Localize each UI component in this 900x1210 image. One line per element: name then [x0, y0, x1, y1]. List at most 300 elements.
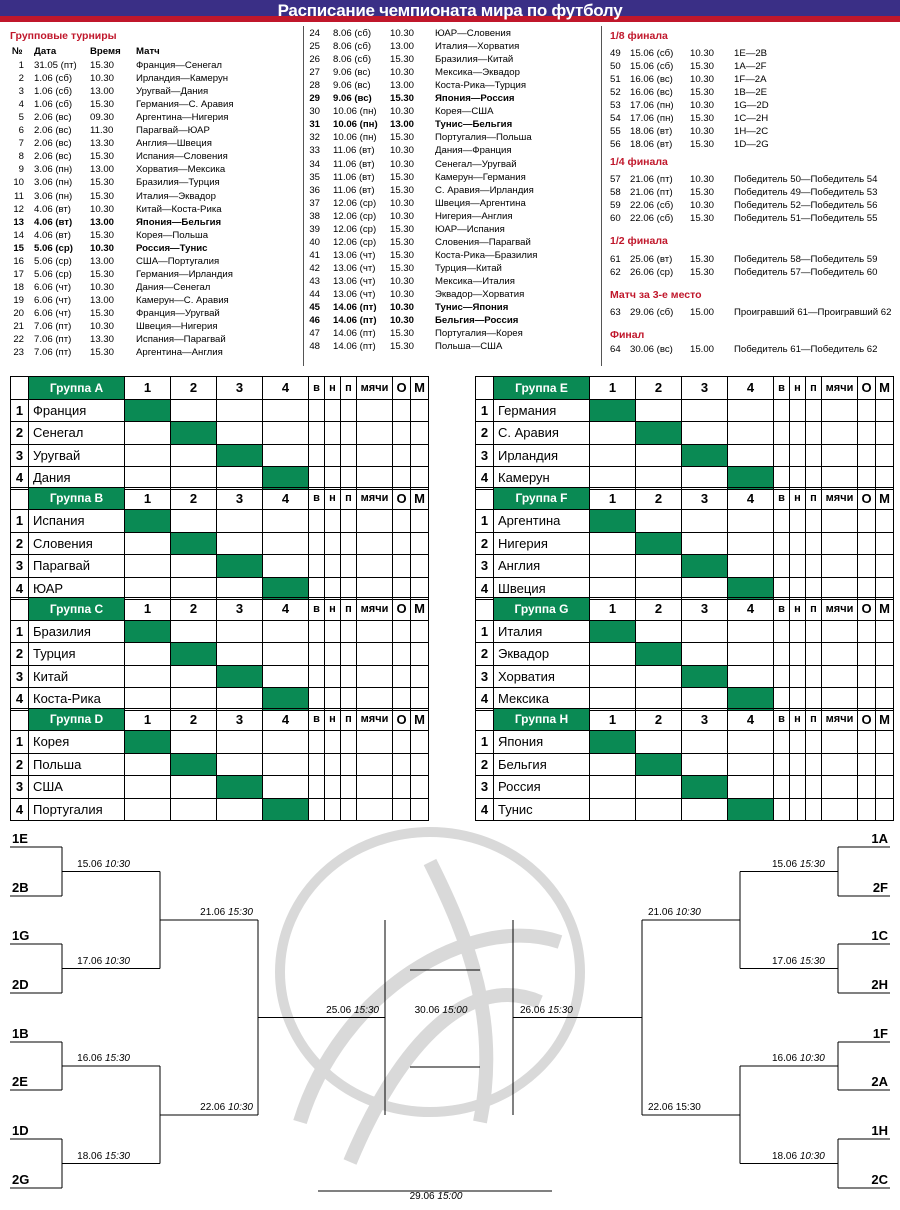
result-cell[interactable] [171, 620, 217, 643]
result-cell[interactable] [171, 776, 217, 799]
result-cell[interactable] [590, 798, 636, 821]
result-cell[interactable] [728, 555, 774, 578]
place-cell[interactable] [876, 665, 894, 688]
place-cell[interactable] [411, 665, 429, 688]
wins-cell[interactable] [309, 643, 325, 666]
goals-cell[interactable] [357, 798, 393, 821]
draws-cell[interactable] [790, 731, 806, 754]
losses-cell[interactable] [341, 776, 357, 799]
place-cell[interactable] [411, 555, 429, 578]
points-cell[interactable] [393, 510, 411, 533]
match-teams: Дания—Сенегал [136, 281, 211, 293]
wins-cell[interactable] [309, 532, 325, 555]
losses-cell[interactable] [806, 776, 822, 799]
draws-cell[interactable] [325, 798, 341, 821]
goals-cell[interactable] [822, 532, 858, 555]
goals-header: мячи [357, 598, 393, 621]
group-table [475, 487, 894, 601]
result-cell[interactable] [728, 510, 774, 533]
points-cell[interactable] [393, 665, 411, 688]
result-cell[interactable] [728, 620, 774, 643]
result-cell[interactable] [636, 555, 682, 578]
result-cell[interactable] [263, 620, 309, 643]
wins-cell[interactable] [309, 422, 325, 445]
match-date: 12.06 (ср) [333, 236, 377, 248]
draws-cell[interactable] [325, 620, 341, 643]
points-cell[interactable] [858, 731, 876, 754]
result-cell[interactable] [636, 731, 682, 754]
draws-cell[interactable] [790, 444, 806, 467]
wins-cell[interactable] [774, 532, 790, 555]
team-name: Ирландия [494, 444, 590, 467]
points-cell[interactable] [393, 555, 411, 578]
result-cell[interactable] [125, 798, 171, 821]
match-teams: 1G—2D [734, 100, 769, 112]
points-cell[interactable] [858, 510, 876, 533]
draws-cell[interactable] [325, 643, 341, 666]
result-cell[interactable] [171, 399, 217, 422]
draws-cell[interactable] [325, 422, 341, 445]
losses-cell[interactable] [341, 620, 357, 643]
losses-cell[interactable] [806, 798, 822, 821]
goals-cell[interactable] [357, 620, 393, 643]
goals-cell[interactable] [822, 422, 858, 445]
wins-cell[interactable] [774, 776, 790, 799]
result-cell[interactable] [682, 643, 728, 666]
points-cell[interactable] [393, 620, 411, 643]
wins-cell[interactable] [774, 753, 790, 776]
team-name: Аргентина [494, 510, 590, 533]
goals-cell[interactable] [822, 665, 858, 688]
team-name: ЮАР [29, 577, 125, 600]
points-cell[interactable] [858, 776, 876, 799]
points-cell[interactable] [393, 399, 411, 422]
wins-cell[interactable] [309, 444, 325, 467]
wins-cell[interactable] [774, 422, 790, 445]
team-name: Сенегал [29, 422, 125, 445]
place-cell[interactable] [876, 444, 894, 467]
losses-cell[interactable] [341, 399, 357, 422]
draws-cell[interactable] [325, 444, 341, 467]
result-cell[interactable] [682, 532, 728, 555]
draws-header: н [325, 487, 341, 510]
r16-date [772, 1151, 825, 1163]
match-number: 30 [309, 106, 320, 118]
opponent-column-header: 3 [217, 598, 263, 621]
draws-cell[interactable] [325, 731, 341, 754]
result-cell[interactable] [590, 422, 636, 445]
goals-cell[interactable] [357, 444, 393, 467]
goals-cell[interactable] [822, 798, 858, 821]
result-cell[interactable] [590, 555, 636, 578]
place-cell[interactable] [411, 399, 429, 422]
match-time: 15.30 [90, 307, 115, 319]
place-cell[interactable] [411, 510, 429, 533]
wins-cell[interactable] [309, 776, 325, 799]
points-cell[interactable] [858, 643, 876, 666]
result-cell[interactable] [636, 798, 682, 821]
points-cell[interactable] [858, 555, 876, 578]
goals-cell[interactable] [822, 620, 858, 643]
points-cell[interactable] [393, 776, 411, 799]
result-cell[interactable] [682, 620, 728, 643]
place-cell[interactable] [876, 731, 894, 754]
result-cell[interactable] [682, 753, 728, 776]
goals-cell[interactable] [822, 555, 858, 578]
result-cell[interactable] [217, 798, 263, 821]
result-cell[interactable] [728, 399, 774, 422]
result-cell[interactable] [125, 422, 171, 445]
goals-cell[interactable] [822, 753, 858, 776]
place-cell[interactable] [876, 532, 894, 555]
match-time: 11.30 [90, 125, 114, 137]
points-cell[interactable] [393, 798, 411, 821]
wins-cell[interactable] [774, 643, 790, 666]
losses-cell[interactable] [806, 620, 822, 643]
result-cell[interactable] [263, 444, 309, 467]
goals-cell[interactable] [357, 665, 393, 688]
result-cell[interactable] [590, 444, 636, 467]
draws-cell[interactable] [790, 798, 806, 821]
match-number: 32 [309, 132, 320, 144]
sf-date [520, 1005, 573, 1017]
result-cell[interactable] [217, 643, 263, 666]
losses-cell[interactable] [806, 532, 822, 555]
team-position: 3 [476, 555, 494, 578]
losses-cell[interactable] [806, 444, 822, 467]
goals-cell[interactable] [822, 776, 858, 799]
result-cell[interactable] [728, 422, 774, 445]
result-cell[interactable] [217, 620, 263, 643]
draws-cell[interactable] [325, 753, 341, 776]
losses-cell[interactable] [341, 444, 357, 467]
draws-cell[interactable] [790, 620, 806, 643]
draws-cell[interactable] [790, 643, 806, 666]
wins-cell[interactable] [774, 399, 790, 422]
points-cell[interactable] [858, 532, 876, 555]
points-cell[interactable] [393, 753, 411, 776]
result-cell[interactable] [217, 532, 263, 555]
match-date: 13.06 (чт) [333, 249, 376, 261]
losses-cell[interactable] [806, 731, 822, 754]
goals-cell[interactable] [822, 510, 858, 533]
losses-cell[interactable] [806, 753, 822, 776]
draws-cell[interactable] [790, 532, 806, 555]
goals-cell[interactable] [822, 444, 858, 467]
match-date: 4.06 (вт) [34, 203, 72, 215]
place-cell[interactable] [411, 731, 429, 754]
result-cell[interactable] [125, 444, 171, 467]
result-cell[interactable] [263, 422, 309, 445]
wins-cell[interactable] [774, 555, 790, 578]
result-cell[interactable] [263, 643, 309, 666]
match-time: 13.30 [90, 138, 115, 150]
result-cell[interactable] [125, 776, 171, 799]
result-cell[interactable] [171, 555, 217, 578]
result-cell[interactable] [728, 532, 774, 555]
draws-cell[interactable] [790, 776, 806, 799]
playoff-row [610, 343, 895, 356]
place-cell[interactable] [876, 776, 894, 799]
place-cell[interactable] [876, 643, 894, 666]
team-name: Швеция [494, 577, 590, 600]
playoff-row [610, 60, 895, 73]
draws-cell[interactable] [325, 399, 341, 422]
points-cell[interactable] [393, 444, 411, 467]
result-cell[interactable] [728, 665, 774, 688]
wins-cell[interactable] [309, 510, 325, 533]
goals-cell[interactable] [357, 422, 393, 445]
team-position: 4 [476, 688, 494, 711]
group-table [10, 487, 429, 601]
opponent-column-header: 2 [636, 708, 682, 731]
result-cell[interactable] [728, 731, 774, 754]
opponent-column-header: 1 [125, 487, 171, 510]
result-cell[interactable] [217, 399, 263, 422]
losses-cell[interactable] [341, 665, 357, 688]
losses-cell[interactable] [806, 555, 822, 578]
page-title: Расписание чемпионата мира по футболу [277, 1, 623, 20]
opponent-column-header: 2 [636, 598, 682, 621]
wins-header: в [309, 377, 325, 400]
result-cell[interactable] [125, 532, 171, 555]
goals-cell[interactable] [357, 753, 393, 776]
place-cell[interactable] [876, 555, 894, 578]
team-name: Уругвай [29, 444, 125, 467]
opponent-column-header: 2 [171, 487, 217, 510]
losses-cell[interactable] [806, 399, 822, 422]
wins-cell[interactable] [309, 620, 325, 643]
points-cell[interactable] [858, 665, 876, 688]
losses-cell[interactable] [806, 665, 822, 688]
schedule-row [310, 288, 600, 301]
result-cell[interactable] [636, 444, 682, 467]
result-cell[interactable] [263, 776, 309, 799]
draws-cell[interactable] [325, 665, 341, 688]
draws-cell[interactable] [790, 422, 806, 445]
draws-cell[interactable] [790, 510, 806, 533]
result-cell[interactable] [217, 510, 263, 533]
points-cell[interactable] [858, 798, 876, 821]
points-cell[interactable] [393, 422, 411, 445]
match-time: 10.30 [390, 158, 415, 170]
goals-cell[interactable] [357, 776, 393, 799]
wins-cell[interactable] [309, 399, 325, 422]
place-cell[interactable] [876, 510, 894, 533]
result-cell[interactable] [263, 510, 309, 533]
place-cell[interactable] [411, 422, 429, 445]
result-cell[interactable] [263, 665, 309, 688]
schedule-row [10, 176, 300, 189]
goals-cell[interactable] [822, 643, 858, 666]
result-cell[interactable] [171, 731, 217, 754]
match-teams: Тунис—Япония [435, 302, 509, 314]
draws-header: н [325, 598, 341, 621]
team-name: Португалия [29, 798, 125, 821]
draws-cell[interactable] [325, 776, 341, 799]
match-number: 35 [309, 171, 320, 183]
losses-cell[interactable] [341, 532, 357, 555]
place-cell[interactable] [876, 399, 894, 422]
losses-cell[interactable] [341, 510, 357, 533]
draws-header: н [325, 377, 341, 400]
result-cell[interactable] [682, 422, 728, 445]
place-cell[interactable] [411, 643, 429, 666]
wins-cell[interactable] [774, 620, 790, 643]
result-cell[interactable] [590, 776, 636, 799]
team-name: Испания [29, 510, 125, 533]
result-cell[interactable] [217, 753, 263, 776]
goals-cell[interactable] [357, 532, 393, 555]
wins-cell[interactable] [774, 665, 790, 688]
schedule-row [310, 158, 600, 171]
result-cell[interactable] [728, 444, 774, 467]
losses-cell[interactable] [341, 555, 357, 578]
result-cell[interactable] [728, 753, 774, 776]
place-cell[interactable] [411, 620, 429, 643]
result-cell[interactable] [263, 532, 309, 555]
place-cell[interactable] [411, 532, 429, 555]
result-cell[interactable] [636, 665, 682, 688]
points-cell[interactable] [858, 444, 876, 467]
losses-cell[interactable] [806, 643, 822, 666]
goals-cell[interactable] [357, 510, 393, 533]
result-cell[interactable] [125, 753, 171, 776]
draws-cell[interactable] [325, 532, 341, 555]
match-date: 10.06 (пн) [333, 132, 377, 144]
match-time: 10.30 [390, 197, 415, 209]
result-cell[interactable] [125, 643, 171, 666]
result-cell[interactable] [590, 753, 636, 776]
result-cell[interactable] [590, 665, 636, 688]
losses-cell[interactable] [806, 422, 822, 445]
team-position: 4 [476, 798, 494, 821]
draws-cell[interactable] [325, 510, 341, 533]
draws-cell[interactable] [790, 555, 806, 578]
points-cell[interactable] [858, 399, 876, 422]
schedule-row [310, 340, 600, 353]
points-cell[interactable] [393, 643, 411, 666]
place-cell[interactable] [876, 753, 894, 776]
match-teams: Швеция—Нигерия [136, 321, 218, 332]
wins-cell[interactable] [774, 731, 790, 754]
points-cell[interactable] [858, 753, 876, 776]
result-cell[interactable] [636, 620, 682, 643]
result-cell[interactable] [590, 643, 636, 666]
match-number: 19 [13, 294, 24, 306]
group-table [475, 376, 894, 490]
goals-cell[interactable] [357, 643, 393, 666]
match-time: 15.30 [390, 171, 415, 183]
team-row [476, 620, 894, 643]
wins-cell[interactable] [774, 510, 790, 533]
place-cell[interactable] [411, 798, 429, 821]
result-cell[interactable] [263, 399, 309, 422]
result-cell[interactable] [171, 798, 217, 821]
wins-cell[interactable] [309, 555, 325, 578]
points-cell[interactable] [393, 731, 411, 754]
result-cell[interactable] [590, 532, 636, 555]
match-teams: Победитель 49—Победитель 53 [734, 187, 878, 199]
points-cell[interactable] [858, 422, 876, 445]
date-time: 15:00 [437, 1191, 463, 1202]
result-cell[interactable] [636, 776, 682, 799]
place-cell[interactable] [411, 444, 429, 467]
group-table [475, 708, 894, 822]
goals-cell[interactable] [822, 399, 858, 422]
place-cell[interactable] [411, 753, 429, 776]
match-date: 1.06 (сб) [34, 73, 73, 85]
opponent-column-header: 4 [263, 487, 309, 510]
losses-cell[interactable] [806, 510, 822, 533]
result-cell[interactable] [263, 753, 309, 776]
result-cell[interactable] [171, 510, 217, 533]
match-number: 48 [309, 341, 320, 353]
place-cell[interactable] [876, 620, 894, 643]
goals-cell[interactable] [357, 555, 393, 578]
goals-cell[interactable] [822, 731, 858, 754]
result-cell[interactable] [682, 798, 728, 821]
goals-cell[interactable] [357, 731, 393, 754]
result-cell[interactable] [217, 422, 263, 445]
match-teams: ЮАР—Испания [435, 223, 505, 235]
wins-cell[interactable] [774, 798, 790, 821]
draws-cell[interactable] [325, 555, 341, 578]
losses-cell[interactable] [341, 731, 357, 754]
match-teams: Победитель 58—Победитель 59 [734, 254, 878, 265]
place-cell[interactable] [411, 776, 429, 799]
result-cell[interactable] [728, 643, 774, 666]
result-cell[interactable] [636, 510, 682, 533]
points-cell[interactable] [858, 620, 876, 643]
match-number: 45 [309, 302, 320, 314]
place-cell[interactable] [876, 798, 894, 821]
wins-cell[interactable] [309, 665, 325, 688]
result-cell[interactable] [125, 555, 171, 578]
qf-date [200, 1102, 253, 1114]
wins-cell[interactable] [309, 731, 325, 754]
match-date: 6.06 (чт) [34, 307, 72, 319]
result-cell[interactable] [636, 399, 682, 422]
result-cell[interactable] [217, 731, 263, 754]
losses-cell[interactable] [341, 753, 357, 776]
wins-cell[interactable] [309, 753, 325, 776]
wins-cell[interactable] [309, 798, 325, 821]
match-number: 15 [13, 242, 24, 254]
draws-cell[interactable] [790, 399, 806, 422]
date-day: 25.06 [326, 1004, 352, 1016]
result-cell[interactable] [682, 510, 728, 533]
losses-cell[interactable] [341, 798, 357, 821]
result-cell[interactable] [682, 399, 728, 422]
result-cell[interactable] [263, 731, 309, 754]
team-row [476, 798, 894, 821]
result-cell[interactable] [682, 731, 728, 754]
result-cell[interactable] [171, 444, 217, 467]
points-cell[interactable] [393, 532, 411, 555]
goals-cell[interactable] [357, 399, 393, 422]
result-cell[interactable] [125, 665, 171, 688]
result-cell[interactable] [728, 776, 774, 799]
losses-cell[interactable] [341, 422, 357, 445]
losses-cell[interactable] [341, 643, 357, 666]
result-cell[interactable] [263, 555, 309, 578]
draws-cell[interactable] [790, 665, 806, 688]
result-cell[interactable] [171, 665, 217, 688]
wins-cell[interactable] [774, 444, 790, 467]
place-cell[interactable] [876, 422, 894, 445]
draws-cell[interactable] [790, 753, 806, 776]
